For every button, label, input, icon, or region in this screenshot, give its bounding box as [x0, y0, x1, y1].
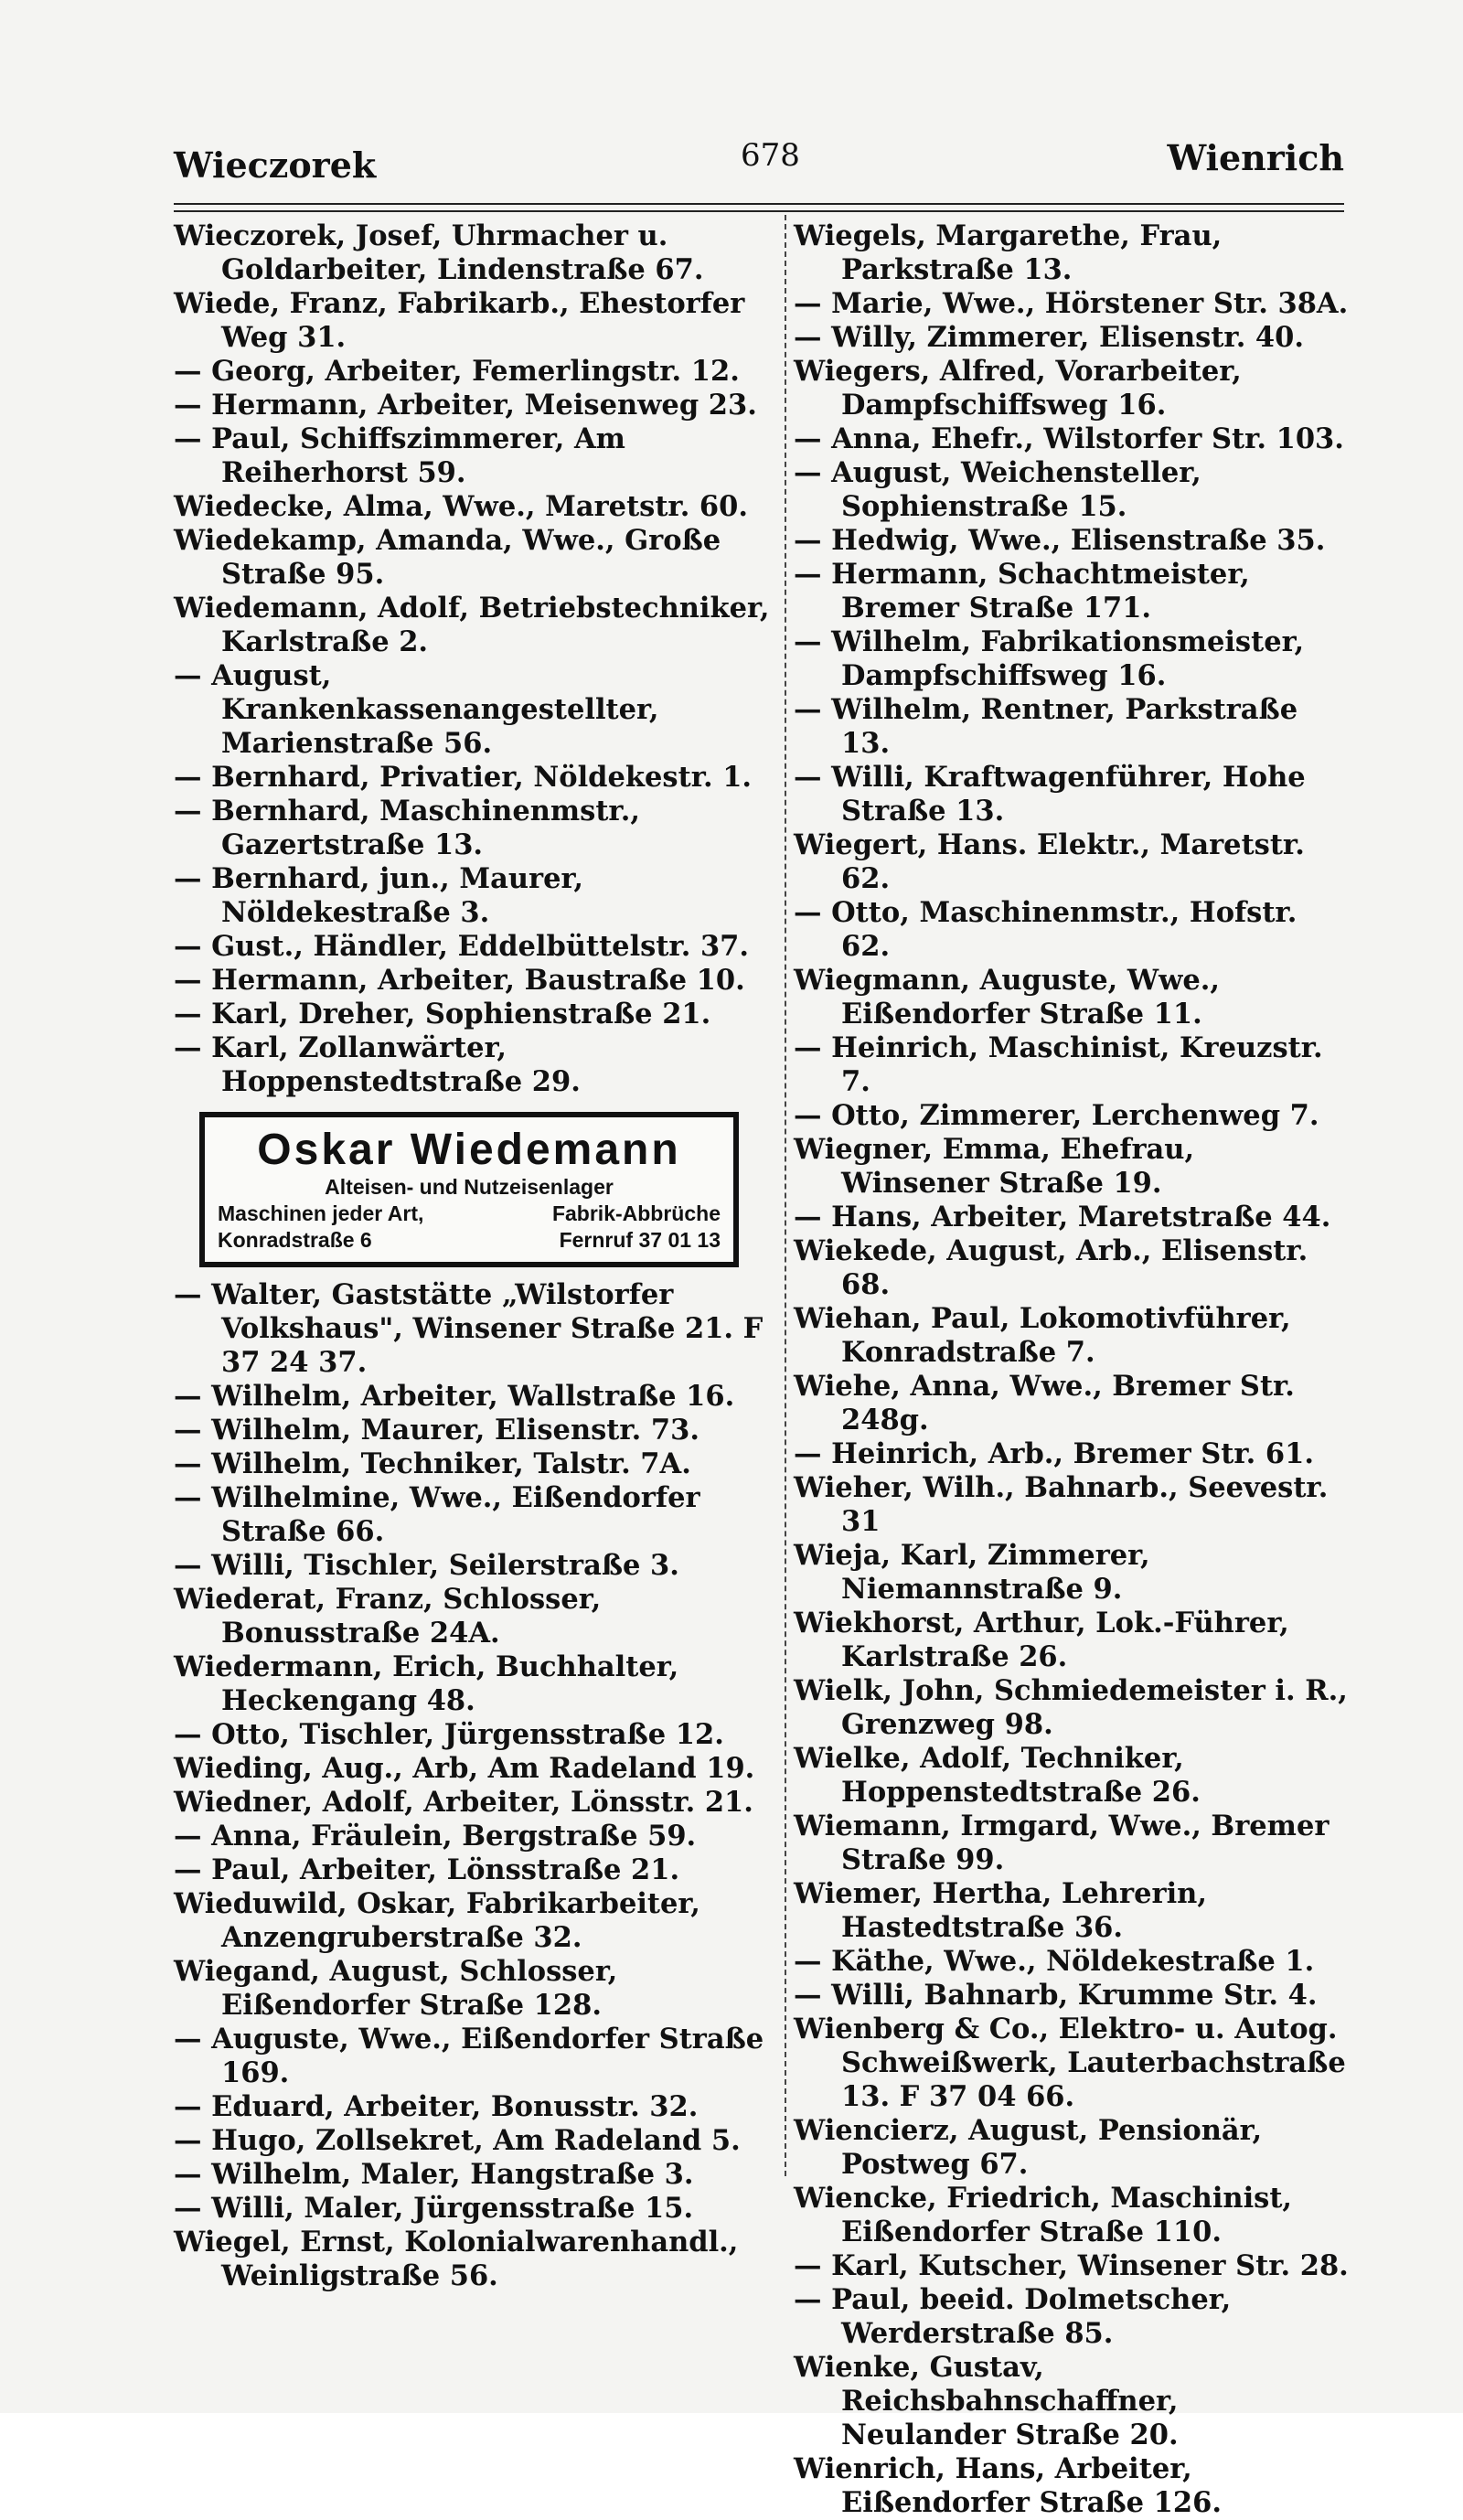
- left-entries-top: [174, 219, 773, 1099]
- directory-entry: Wiemann, Irmgard, Wwe., Bremer Straße 99.: [794, 1810, 1330, 1876]
- directory-entry: Wiedemann, Adolf, Betriebstechniker, Karlstraße 2.: [174, 592, 770, 658]
- directory-entry: Wieher, Wilh., Bahnarb., Seevestr. 31: [794, 1471, 1329, 1538]
- directory-entry: — Wilhelm, Maurer, Elisenstr. 73.: [174, 1414, 699, 1447]
- directory-entry: Wienke, Gustav, Reichsbahnschaffner, Neulander Straße 20.: [794, 2351, 1179, 2451]
- directory-entry: Wielke, Adolf, Techniker, Hoppenstedtstraße 26.: [794, 1742, 1201, 1809]
- directory-entry: Wiedekamp, Amanda, Wwe., Große Straße 95.: [174, 524, 721, 591]
- header-first-name: Wieczorek: [174, 144, 377, 186]
- ad-business-line: Alteisen- und Nutzeisenlager: [325, 1175, 614, 1199]
- directory-entry: — Wilhelm, Maler, Hangstraße 3.: [174, 2158, 694, 2191]
- directory-entry: Wiedecke, Alma, Wwe., Maretstr. 60.: [174, 490, 748, 523]
- directory-entry: — Heinrich, Maschinist, Kreuzstr. 7.: [794, 1031, 1323, 1098]
- directory-entry: — Willi, Maler, Jürgensstraße 15.: [174, 2192, 694, 2225]
- directory-entry: — August, Krankenkassenangestellter, Marienstraße 56.: [174, 659, 659, 760]
- directory-entry: Wiegmann, Auguste, Wwe., Eißendorfer Straße 11.: [794, 964, 1221, 1030]
- directory-entry: — Willy, Zimmerer, Elisenstr. 40.: [794, 321, 1304, 354]
- header-last-name: Wienrich: [1167, 137, 1344, 178]
- directory-entry: Wiehe, Anna, Wwe., Bremer Str. 248g.: [794, 1370, 1295, 1436]
- directory-entry: — Bernhard, Privatier, Nöldekestr. 1.: [174, 761, 753, 794]
- directory-entry: Wiegel, Ernst, Kolonialwarenhandl., Weinligstraße 56.: [174, 2226, 739, 2292]
- directory-entry: — Bernhard, jun., Maurer, Nöldekestraße 3.: [174, 862, 583, 929]
- directory-entry: — Käthe, Wwe., Nöldekestraße 1.: [794, 1945, 1315, 1978]
- right-column: [794, 219, 1351, 2520]
- directory-entry: — Paul, beeid. Dolmetscher, Werderstraße 85.: [794, 2283, 1232, 2350]
- column-divider: [785, 215, 786, 2176]
- ad-row-contact: [205, 1227, 733, 1254]
- right-entries: [794, 219, 1351, 2520]
- directory-entry: — Karl, Dreher, Sophienstraße 21.: [174, 998, 711, 1030]
- page-number: 678: [741, 137, 800, 174]
- directory-entry: — Auguste, Wwe., Eißendorfer Straße 169.: [174, 2023, 764, 2089]
- directory-entry: — August, Weichensteller, Sophienstraße 15.: [794, 456, 1201, 523]
- ad-address: Konradstraße 6: [218, 1228, 372, 1252]
- directory-entry: — Paul, Schiffszimmerer, Am Reiherhorst 59.: [174, 422, 625, 489]
- directory-entry: — Marie, Wwe., Hörstener Str. 38A.: [794, 287, 1349, 320]
- ad-phone: Fernruf 37 01 13: [559, 1228, 721, 1252]
- directory-entry: — Bernhard, Maschinenmstr., Gazertstraße 13.: [174, 795, 640, 861]
- directory-entry: Wielk, John, Schmiedemeister i. R., Grenzweg 98.: [794, 1674, 1348, 1741]
- directory-entry: — Wilhelm, Fabrikationsmeister, Dampfschiffsweg 16.: [794, 625, 1305, 692]
- directory-entry: — Eduard, Arbeiter, Bonusstr. 32.: [174, 2090, 699, 2123]
- directory-entry: — Hermann, Schachtmeister, Bremer Straße 171.: [794, 558, 1250, 625]
- directory-entry: Wieding, Aug., Arb, Am Radeland 19.: [174, 1752, 755, 1785]
- directory-entry: Wiegels, Margarethe, Frau, Parkstraße 13.: [794, 219, 1223, 286]
- directory-entry: — Karl, Zollanwärter, Hoppenstedtstraße 29.: [174, 1031, 581, 1098]
- directory-entry: Wiencierz, August, Pensionär, Postweg 67.: [794, 2114, 1263, 2181]
- directory-entry: Wiegers, Alfred, Vorarbeiter, Dampfschiffsweg 16.: [794, 355, 1242, 422]
- directory-entry: — Paul, Arbeiter, Lönsstraße 21.: [174, 1853, 680, 1886]
- page-header: [174, 137, 1344, 192]
- directory-entry: Wiederat, Franz, Schlosser, Bonusstraße 24A.: [174, 1583, 602, 1650]
- directory-entry: Wienberg & Co., Elektro- u. Autog. Schweißwerk, Lauterbachstraße 13. F 37 04 66.: [794, 2013, 1346, 2113]
- directory-entry: — Heinrich, Arb., Bremer Str. 61.: [794, 1437, 1314, 1470]
- directory-entry: — Wilhelm, Rentner, Parkstraße 13.: [794, 693, 1298, 760]
- directory-entry: — Hugo, Zollsekret, Am Radeland 5.: [174, 2124, 741, 2157]
- directory-entry: Wiegert, Hans. Elektr., Maretstr. 62.: [794, 828, 1305, 895]
- ad-company-name: Oskar Wiedemann: [257, 1126, 681, 1174]
- ad-services-right: Fabrik-Abbrüche: [551, 1201, 721, 1225]
- directory-entry: Wiekhorst, Arthur, Lok.-Führer, Karlstraße 26.: [794, 1607, 1289, 1673]
- directory-entry: — Hermann, Arbeiter, Baustraße 10.: [174, 964, 745, 997]
- ad-services-left: Maschinen jeder Art,: [218, 1201, 424, 1225]
- directory-entry: — Willi, Tischler, Seilerstraße 3.: [174, 1549, 679, 1582]
- directory-entry: Wieduwild, Oskar, Fabrikarbeiter, Anzengruberstraße 32.: [174, 1887, 700, 1954]
- directory-entry: — Walter, Gaststätte „Wilstorfer Volkshaus", Winsener Straße 21. F 37 24 37.: [174, 1278, 764, 1379]
- directory-entry: — Otto, Maschinenmstr., Hofstr. 62.: [794, 896, 1297, 963]
- directory-entry: — Karl, Kutscher, Winsener Str. 28.: [794, 2249, 1349, 2282]
- left-entries-bottom: [174, 1278, 773, 2293]
- directory-entry: Wiegner, Emma, Ehefrau, Winsener Straße 19.: [794, 1133, 1195, 1200]
- directory-entry: Wiedermann, Erich, Buchhalter, Heckengang 48.: [174, 1650, 679, 1717]
- ad-row-services: [205, 1201, 733, 1227]
- directory-entry: — Otto, Zimmerer, Lerchenweg 7.: [794, 1099, 1319, 1132]
- directory-entry: Wienrich, Hans, Arbeiter, Eißendorfer Straße 126.: [794, 2452, 1222, 2519]
- directory-entry: — Hans, Arbeiter, Maretstraße 44.: [794, 1201, 1331, 1233]
- directory-entry: Wiemer, Hertha, Lehrerin, Hastedtstraße 36.: [794, 1877, 1207, 1944]
- directory-entry: Wiegand, August, Schlosser, Eißendorfer Straße 128.: [174, 1955, 618, 2022]
- directory-entry: — Wilhelmine, Wwe., Eißendorfer Straße 66.: [174, 1481, 700, 1548]
- directory-entry: — Otto, Tischler, Jürgensstraße 12.: [174, 1718, 724, 1751]
- directory-entry: — Georg, Arbeiter, Femerlingstr. 12.: [174, 355, 740, 388]
- directory-entry: Wieczorek, Josef, Uhrmacher u. Goldarbeiter, Lindenstraße 67.: [174, 219, 704, 286]
- directory-entry: — Wilhelm, Arbeiter, Wallstraße 16.: [174, 1380, 735, 1413]
- advertisement-box: [199, 1112, 739, 1267]
- directory-entry: Wiekede, August, Arb., Elisenstr. 68.: [794, 1234, 1308, 1301]
- header-rule: [174, 203, 1344, 212]
- directory-entry: Wiencke, Friedrich, Maschinist, Eißendorfer Straße 110.: [794, 2182, 1293, 2248]
- left-column: [174, 219, 773, 2293]
- directory-entry: — Gust., Händler, Eddelbüttelstr. 37.: [174, 930, 750, 963]
- directory-entry: Wiedner, Adolf, Arbeiter, Lönsstr. 21.: [174, 1786, 753, 1819]
- directory-entry: — Wilhelm, Techniker, Talstr. 7A.: [174, 1447, 691, 1480]
- directory-entry: — Willi, Kraftwagenführer, Hohe Straße 13.: [794, 761, 1306, 828]
- directory-entry: — Hedwig, Wwe., Elisenstraße 35.: [794, 524, 1326, 557]
- directory-entry: — Hermann, Arbeiter, Meisenweg 23.: [174, 389, 757, 422]
- directory-entry: Wieja, Karl, Zimmerer, Niemannstraße 9.: [794, 1539, 1150, 1606]
- directory-entry: — Anna, Ehefr., Wilstorfer Str. 103.: [794, 422, 1344, 455]
- directory-entry: Wiehan, Paul, Lokomotivführer, Konradstraße 7.: [794, 1302, 1291, 1369]
- directory-entry: Wiede, Franz, Fabrikarb., Ehestorfer Weg 31.: [174, 287, 745, 354]
- directory-entry: — Anna, Fräulein, Bergstraße 59.: [174, 1820, 697, 1853]
- directory-entry: — Willi, Bahnarb, Krumme Str. 4.: [794, 1979, 1318, 2012]
